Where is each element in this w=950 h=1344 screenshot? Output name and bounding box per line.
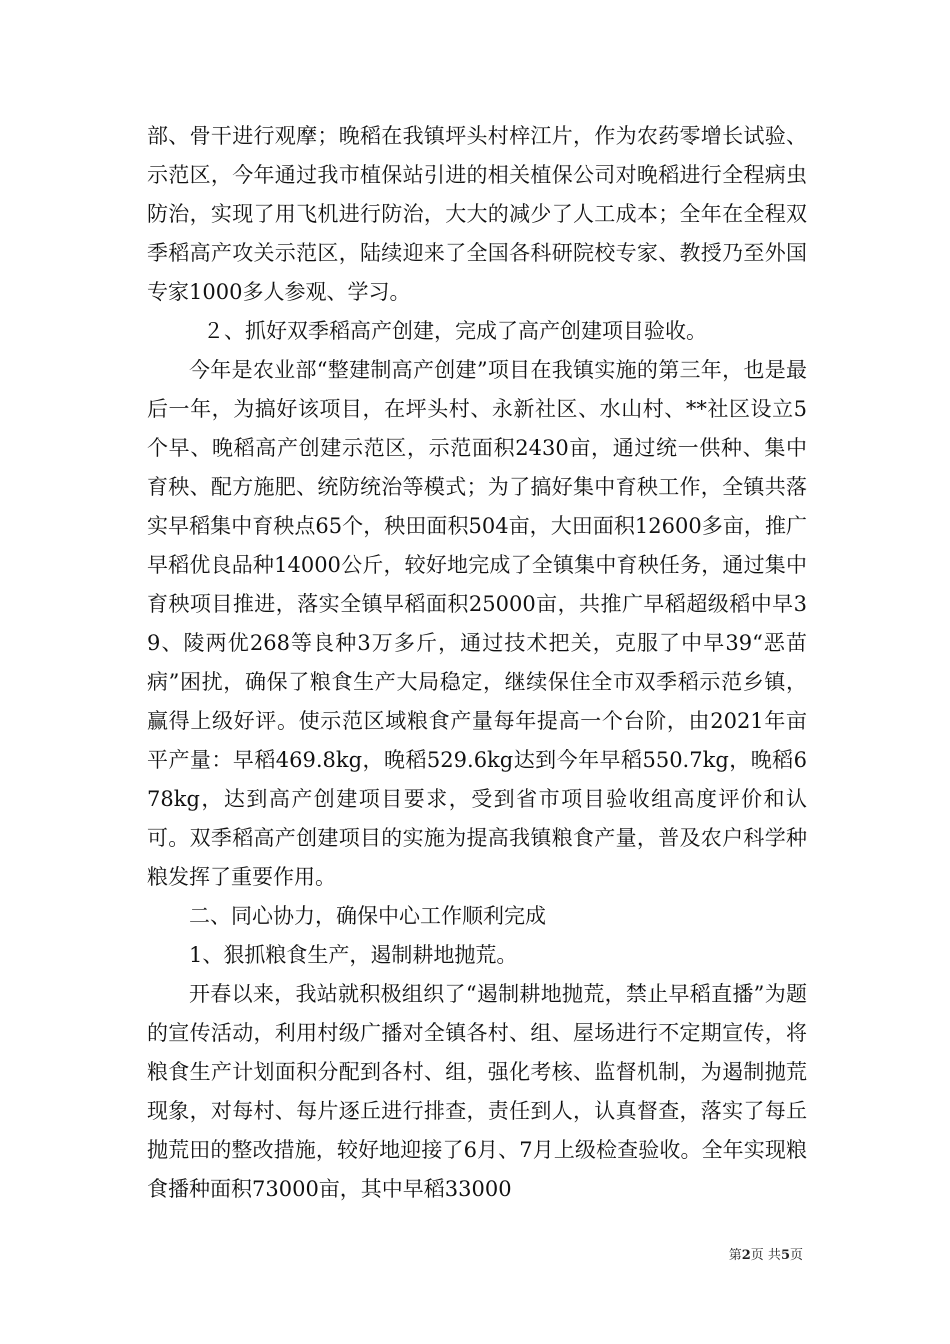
footer-suffix: 页	[789, 1248, 803, 1263]
paragraph-high-yield: 今年是农业部“整建制高产创建”项目在我镇实施的第三年，也是最后一年，为搞好该项目，在坪头村、永新社区、水山村、**社区设立5个早、晚稻高产创建示范区，示范面积2430亩，通过统一供种、集中育秧、配方施肥、统防统治等模式；为了搞好集中育秧工作，全镇共落实早稻集中育秧点65个，秧田面积504亩，大田面积12600多亩，推广早稻优良品种14000公斤，较好地完成了全镇集中育秧任务，通过集中育秧项目推进，落实全镇早稻面积25000亩，共推广早稻超级稻中早39、陵两优268等良种3万多斤，通过技术把关，克服了中早39“恶苗病”困扰，确保了粮食生产大局稳定，继续保住全市双季稻示范乡镇，赢得上级好评。使示范区域粮食产量每年提高一个台阶，由2021年亩平产量：早稻469.8kg，晚稻529.6kg达到今年早稻550.7kg，晚稻678kg，达到高产创建项目要求，受到省市项目验收组高度评价和认可。双季稻高产创建项目的实施为提高我镇粮食产量，普及农户科学种粮发挥了重要作用。	[147, 358, 807, 889]
paragraph-heading-2: ２、抓好双季稻高产创建，完成了高产创建项目验收。	[203, 319, 707, 343]
footer-middle: 页 共	[750, 1248, 781, 1263]
page-number-footer	[729, 1248, 803, 1264]
footer-total-pages: 5	[780, 1248, 790, 1263]
paragraph-heading-1: 1、狠抓粮食生产，遏制耕地抛荒。	[189, 943, 518, 967]
paragraph-section-2: 二、同心协力，确保中心工作顺利完成	[189, 904, 546, 928]
footer-prefix: 第	[728, 1248, 742, 1263]
paragraph-continuation: 部、骨干进行观摩；晚稻在我镇坪头村梓江片，作为农药零增长试验、示范区，今年通过我市植保站引进的相关植保公司对晚稻进行全程病虫防治，实现了用飞机进行防治，大大的减少了人工成本；全年在全程双季稻高产攻关示范区，陆续迎来了全国各科研院校专家、教授乃至外国专家1000多人参观、学习。	[147, 124, 807, 304]
paragraph-spring: 开春以来，我站就积极组织了“遏制耕地抛荒，禁止早稻直播”为题的宣传活动，利用村级广播对全镇各村、组、屋场进行不定期宣传，将粮食生产计划面积分配到各村、组，强化考核、监督机制，为遏制抛荒现象，对每村、每片逐丘进行排查，责任到人，认真督查，落实了每丘抛荒田的整改措施，较好地迎接了6月、7月上级检查验收。全年实现粮食播种面积73000亩，其中早稻33000	[147, 982, 807, 1201]
document-body	[147, 117, 807, 1209]
footer-current-page: 2	[741, 1248, 751, 1263]
